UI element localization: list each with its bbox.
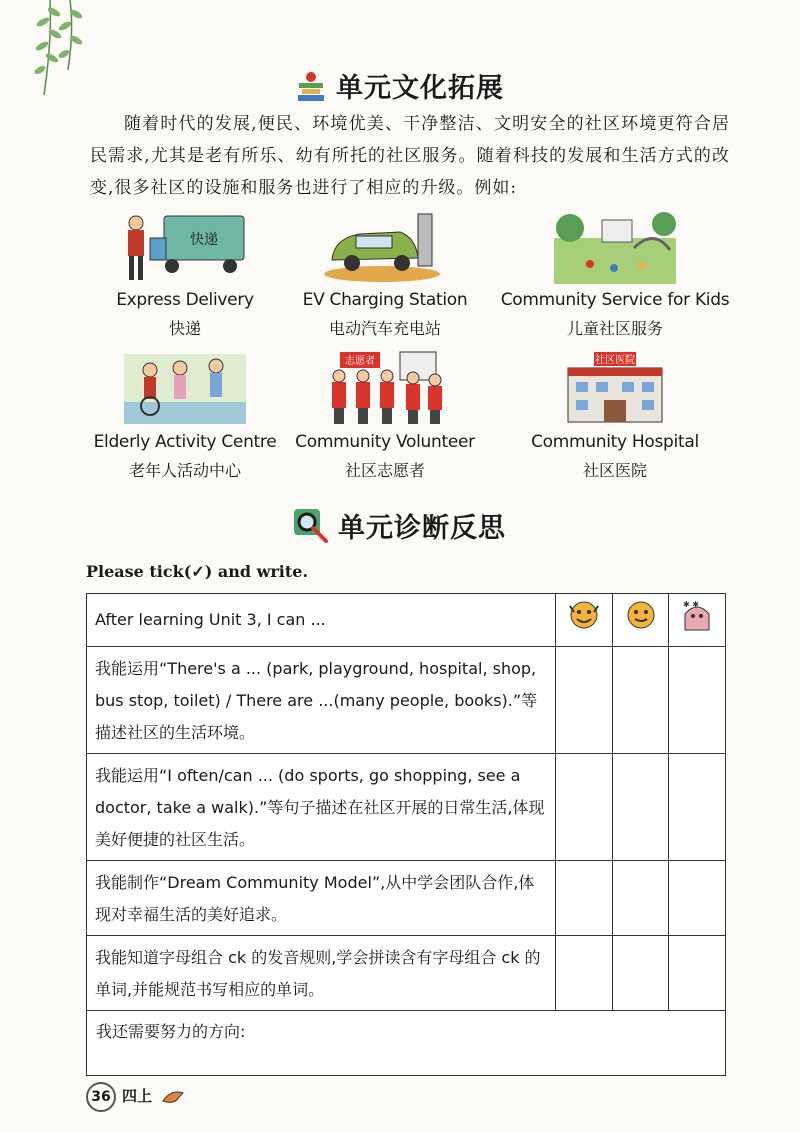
stacked-books-icon (296, 70, 326, 102)
facility-zh-label: 老年人活动中心 (128, 461, 241, 480)
page-footer (86, 1082, 187, 1112)
instruction-text: Please tick(✓) and write. (86, 562, 309, 581)
diagnosis-title-text: 单元诊断反思 (338, 513, 506, 544)
facility-zh-label: 社区医院 (582, 461, 647, 480)
tick-box[interactable] (612, 936, 669, 1011)
magnifier-icon (294, 509, 328, 543)
facility-item-elderly-centre (70, 350, 300, 481)
facility-zh-label: 社区志愿者 (344, 461, 425, 480)
tick-box[interactable] (612, 861, 669, 936)
good-face-icon (612, 594, 669, 647)
facility-illustration-grid (70, 208, 760, 493)
banner-text: 志愿者 (345, 356, 375, 367)
table-header-row (87, 594, 726, 647)
facility-zh-label: 快递 (168, 319, 201, 338)
table-row (87, 861, 726, 936)
facility-en-label: Elderly Activity Centre (93, 432, 277, 452)
facility-en-label: Community Service for Kids (500, 290, 730, 310)
culture-intro-paragraph: 随着时代的发展,便民、环境优美、干净整洁、文明安全的社区环境更符合居民需求,尤其是老有所乐、幼有所托的社区服务。随着科技的发展和生活方式的改变,很多社区的设施和服务也进行了相应的升级。例如: (90, 114, 730, 198)
tick-box[interactable] (556, 647, 613, 754)
reflection-row (87, 1011, 726, 1076)
excellent-face-icon (556, 594, 613, 647)
ev-charging-icon (320, 208, 450, 286)
culture-section-title (0, 66, 800, 105)
facility-en-label: Community Volunteer (295, 432, 475, 452)
grade-label: 四上 (122, 1087, 153, 1105)
facility-item-express-delivery (70, 208, 300, 339)
reflection-writing-area[interactable] (87, 1011, 726, 1076)
playground-icon (550, 208, 680, 286)
delivery-truck-icon (120, 208, 250, 286)
facility-item-hospital (500, 350, 730, 481)
truck-sign-text: 快递 (190, 232, 218, 248)
page-number: 36 (86, 1082, 116, 1112)
bird-icon (161, 1087, 187, 1107)
tick-box[interactable] (669, 754, 726, 861)
can-do-statement: 我能运用“I often/can ... (do sports, go shopping, see a doctor, take a walk).”等句子描述在社区开展的日常生活,体现美好便捷的社区生活。 (87, 754, 556, 861)
facility-item-ev-charging (270, 208, 500, 339)
reflection-prompt: 我还需要努力的方向: (96, 1022, 246, 1041)
diagnosis-section-title (0, 506, 800, 545)
table-header-text: After learning Unit 3, I can ... (87, 594, 556, 647)
facility-en-label: EV Charging Station (302, 290, 468, 310)
self-assessment-table (86, 593, 726, 1076)
elderly-people-icon (120, 350, 250, 428)
tick-box[interactable] (556, 754, 613, 861)
tick-box[interactable] (612, 754, 669, 861)
svg-text:✱ ✱: ✱ ✱ (683, 599, 700, 609)
table-row (87, 754, 726, 861)
facility-zh-label: 儿童社区服务 (566, 319, 663, 338)
facility-en-label: Community Hospital (531, 432, 699, 452)
tick-box[interactable] (669, 647, 726, 754)
table-row (87, 647, 726, 754)
tick-box[interactable] (612, 647, 669, 754)
facility-item-volunteer (270, 350, 500, 481)
can-do-statement: 我能运用“There's a ... (park, playground, hospital, shop, bus stop, toilet) / There are ...(many people, books).”等描述社区的生活环境。 (87, 647, 556, 754)
culture-title-text: 单元文化拓展 (336, 73, 504, 104)
facility-en-label: Express Delivery (116, 290, 254, 310)
can-do-statement: 我能制作“Dream Community Model”,从中学会团队合作,体现对幸福生活的美好追求。 (87, 861, 556, 936)
volunteers-icon (320, 350, 450, 428)
tick-box[interactable] (556, 936, 613, 1011)
table-row (87, 936, 726, 1011)
tick-box[interactable] (669, 861, 726, 936)
can-do-statement: 我能知道字母组合 ck 的发音规则,学会拼读含有字母组合 ck 的单词,并能规范书写相应的单词。 (87, 936, 556, 1011)
hospital-icon (550, 350, 680, 428)
hospital-sign-text: 社区医院 (595, 355, 635, 366)
facility-zh-label: 电动汽车充电站 (328, 319, 441, 338)
facility-item-kids-service (500, 208, 730, 339)
try-harder-face-icon (669, 594, 726, 647)
tick-box[interactable] (669, 936, 726, 1011)
tick-box[interactable] (556, 861, 613, 936)
